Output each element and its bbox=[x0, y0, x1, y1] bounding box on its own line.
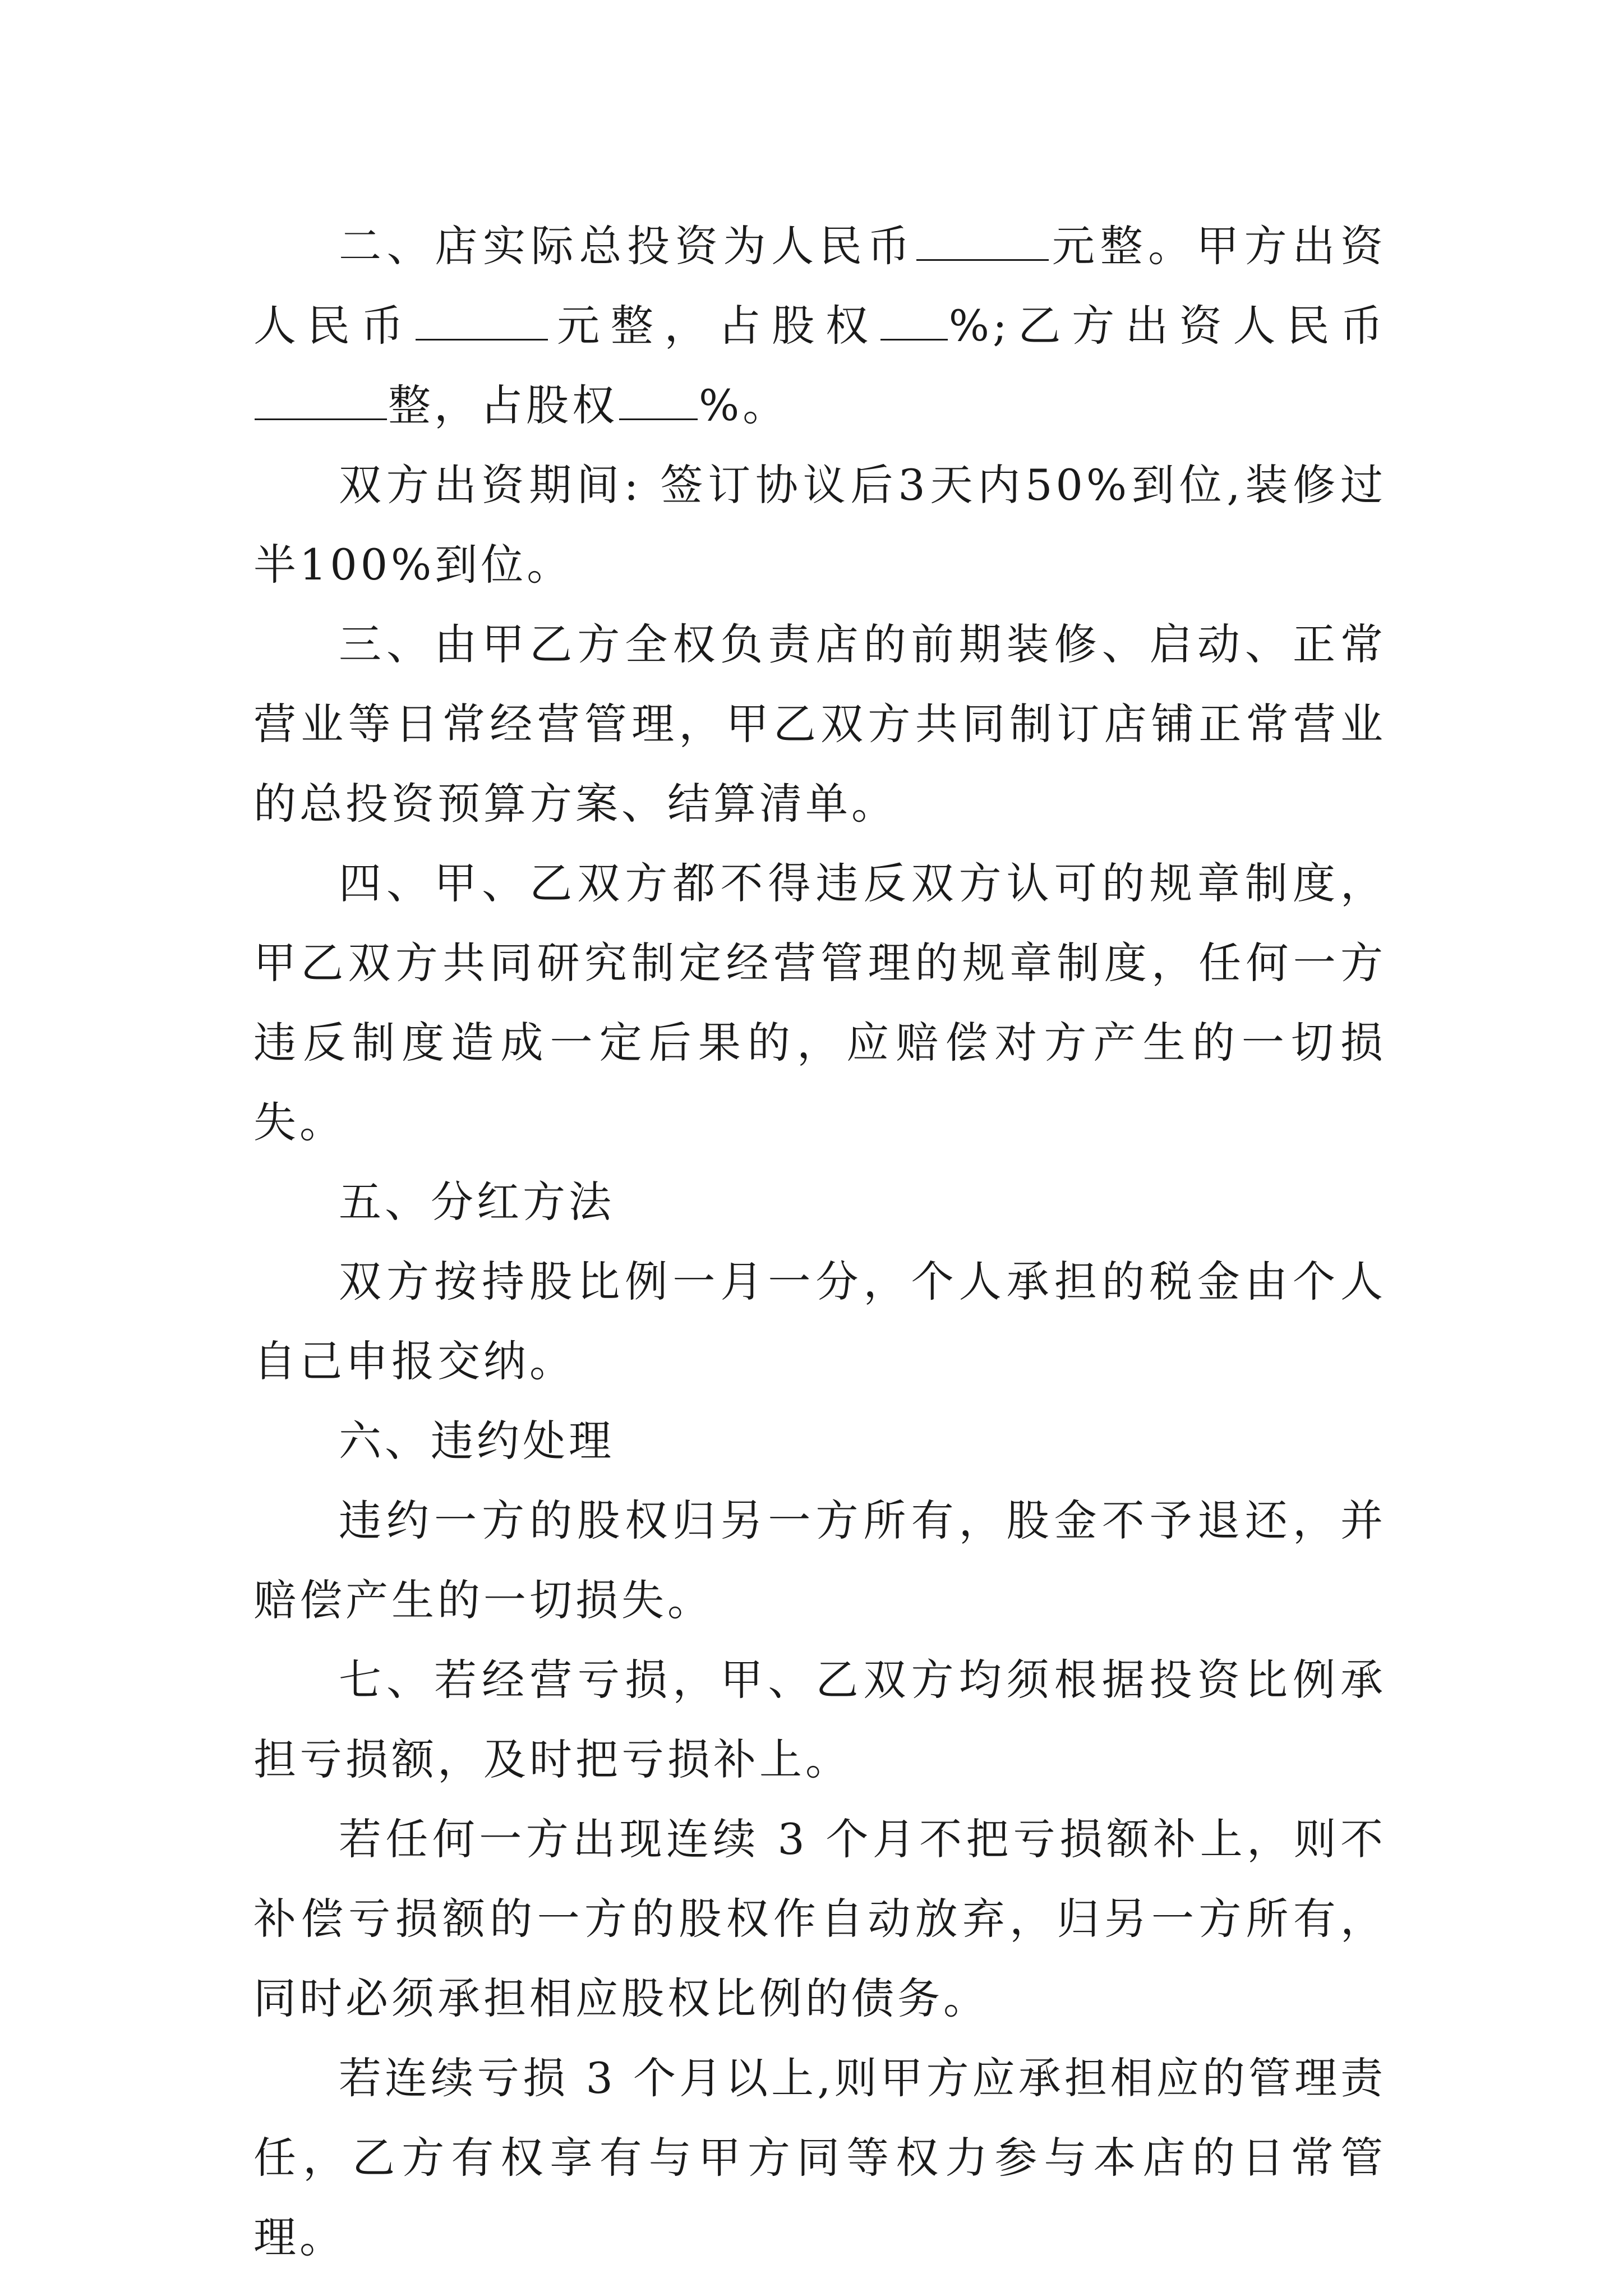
party-b-share-blank bbox=[619, 385, 698, 420]
breach-paragraph: 违约一方的股权归另一方所有，股金不予退还，并赔偿产生的一切损失。 bbox=[253, 1496, 1386, 1625]
clause-2-text-6: %。 bbox=[699, 380, 789, 430]
party-a-investment-blank bbox=[416, 305, 548, 341]
clause-5-heading: 五、分红方法 bbox=[339, 1177, 615, 1227]
clause-2-text-3: 元整，占股权 bbox=[549, 301, 879, 351]
party-a-share-blank bbox=[880, 305, 948, 341]
clause-2-text-5: 整，占股权 bbox=[388, 380, 618, 430]
total-investment-blank bbox=[916, 226, 1049, 261]
document-body bbox=[253, 206, 1386, 2277]
loss-compensation-paragraph: 若任何一方出现连续 3 个月不把亏损额补上，则不补偿亏损额的一方的股权作自动放弃，归另一方所有，同时必须承担相应股权比例的债务。 bbox=[253, 1814, 1386, 2023]
management-responsibility-paragraph: 若连续亏损 3 个月以上,则甲方应承担相应的管理责任，乙方有权享有与甲方同等权力参与本店的日常管理。 bbox=[253, 2053, 1386, 2262]
clause-3-paragraph: 三、由甲乙方全权负责店的前期装修、启动、正常营业等日常经营管理，甲乙双方共同制订店铺正常营业的总投资预算方案、结算清单。 bbox=[253, 619, 1386, 829]
clause-2-text-2: 元整。甲方出资人民币 bbox=[253, 221, 1387, 351]
party-b-investment-blank bbox=[255, 385, 387, 420]
funding-period-paragraph: 双方出资期间: 签订协议后3天内50%到位,装修过半100%到位。 bbox=[253, 460, 1386, 590]
dividend-paragraph: 双方按持股比例一月一分，个人承担的税金由个人自己申报交纳。 bbox=[253, 1257, 1386, 1386]
clause-4-paragraph: 四、甲、乙双方都不得违反双方认可的规章制度，甲乙双方共同研究制定经营管理的规章制度，任何一方违反制度造成一定后果的，应赔偿对方产生的一切损失。 bbox=[253, 858, 1386, 1147]
clause-2-text-4: %;乙方出资人民币 bbox=[948, 301, 1387, 351]
clause-2-investment bbox=[253, 206, 1386, 445]
clause-7-paragraph: 七、若经营亏损，甲、乙双方均须根据投资比例承担亏损额，及时把亏损补上。 bbox=[253, 1655, 1386, 1784]
clause-2-text-1: 二、店实际总投资为人民币 bbox=[339, 221, 916, 271]
clause-6-heading: 六、违约处理 bbox=[339, 1416, 615, 1466]
